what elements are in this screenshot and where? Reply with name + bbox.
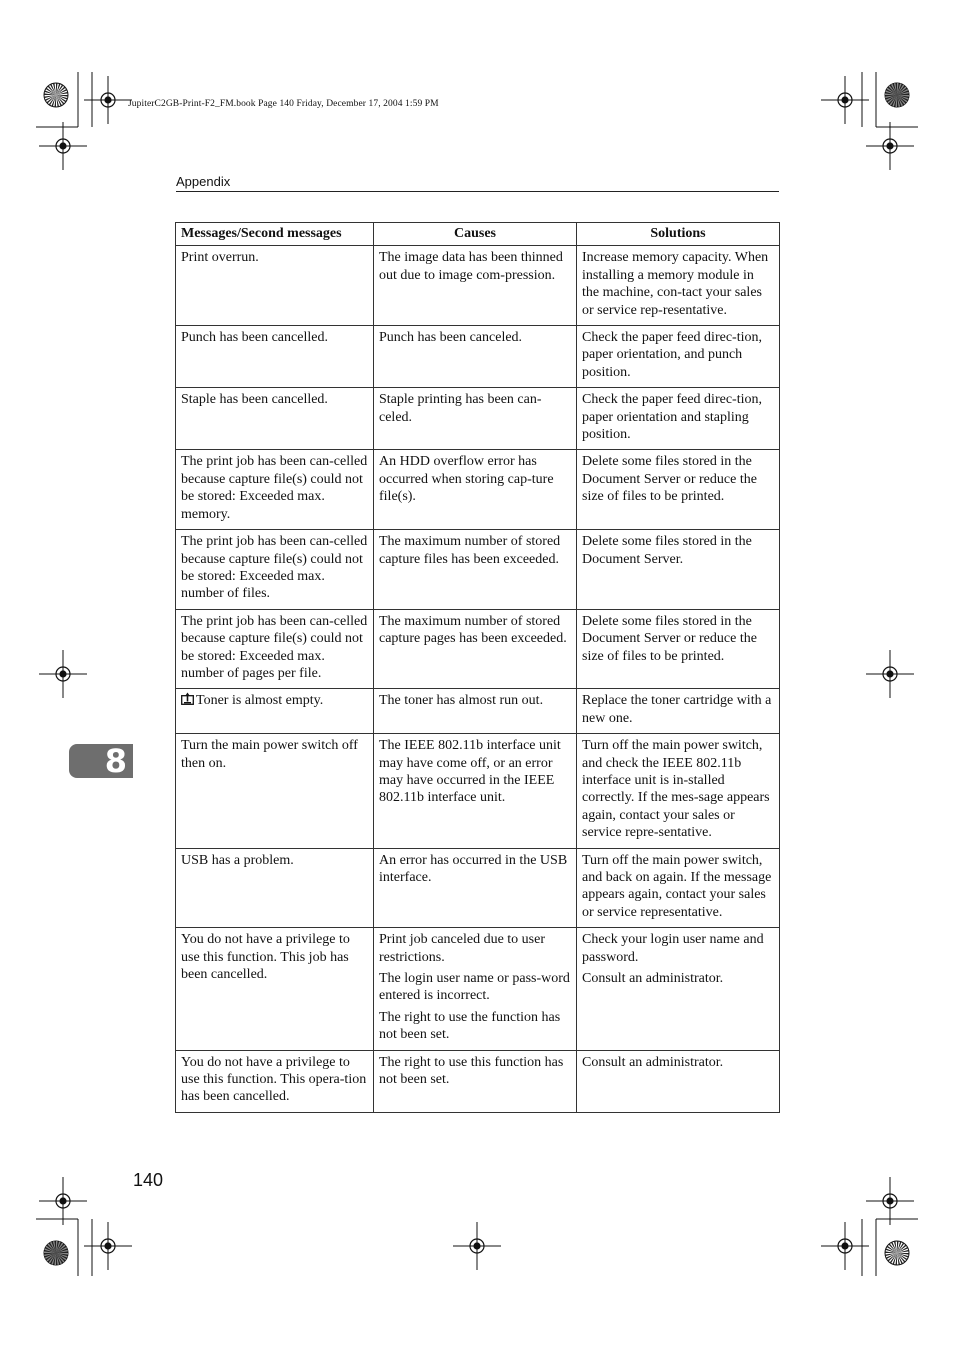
column-header-causes: Causes — [374, 223, 577, 246]
cause-text: An error has occurred in the USB interface. — [379, 852, 568, 885]
solution-cell — [577, 388, 780, 450]
message-text: The print job has been can-celled because capture file(s) could not be stored: Exceeded max. number of files. — [181, 534, 368, 602]
registration-mark — [39, 122, 87, 170]
message-text: Print overrun. — [181, 250, 259, 266]
column-header-solutions: Solutions — [577, 223, 780, 246]
cause-text: Staple printing has been can-celed. — [379, 392, 542, 425]
cause-cell — [374, 530, 577, 610]
registration-mark — [866, 122, 914, 170]
message-text: USB has a problem. — [181, 852, 294, 868]
cause-text: The IEEE 802.11b interface unit may have come off, or an error may have occurred in the IEEE 802.11b interface unit. — [379, 738, 561, 806]
table-row — [176, 609, 780, 689]
solution-text: Turn off the main power switch, and check the IEEE 802.11b interface unit is in-stalled correctly. If the mes-sage appears again, contact your sales or service repre-sentative. — [582, 738, 770, 841]
solution-text: Delete some files stored in the Document Server or reduce the size of files to be printed. — [582, 613, 757, 664]
registration-mark — [84, 76, 132, 124]
message-text: Turn the main power switch off then on. — [181, 738, 358, 771]
table-row — [176, 530, 780, 610]
solution-text: Consult an administrator. — [582, 971, 724, 987]
table-row — [176, 450, 780, 530]
message-text: You do not have a privilege to use this function. This job has been cancelled. — [181, 932, 350, 983]
color-target-mark — [44, 1241, 68, 1265]
registration-mark — [866, 1177, 914, 1225]
solution-text: Delete some files stored in the Document Server. — [582, 534, 752, 567]
solution-cell — [577, 1050, 780, 1112]
cause-cell — [374, 388, 577, 450]
solution-text: Check the paper feed direc-tion, paper orientation and stapling position. — [582, 392, 762, 443]
registration-mark — [39, 1177, 87, 1225]
message-cell — [176, 450, 374, 530]
message-text: You do not have a privilege to use this function. This opera-tion has been cancelled. — [181, 1054, 367, 1105]
table-row — [176, 1050, 780, 1112]
solution-text: Check the paper feed direc-tion, paper orientation, and punch position. — [582, 330, 762, 380]
table-header-row — [176, 223, 780, 246]
solution-cell — [577, 246, 780, 326]
registration-mark — [39, 650, 87, 698]
table-row — [176, 928, 780, 1050]
cause-cell — [374, 1050, 577, 1112]
page-number: 140 — [133, 1170, 164, 1190]
chapter-tab — [69, 744, 133, 778]
cause-text: The maximum number of stored capture pages has been exceeded. — [379, 613, 567, 647]
solution-text: Check your login user name and password. — [582, 932, 764, 965]
cause-text: The image data has been thinned out due to image com-pression. — [379, 250, 563, 283]
solution-cell — [577, 928, 780, 1050]
cause-text: The right to use the function has not been set. — [379, 1009, 561, 1043]
cause-cell — [374, 689, 577, 734]
message-cell — [176, 1050, 374, 1112]
cause-cell — [374, 450, 577, 530]
cause-cell — [374, 928, 577, 1050]
color-target-mark — [885, 83, 909, 107]
solution-text: Turn off the main power switch, and back on again. If the message appears again, contact your sales or service representative. — [582, 852, 772, 920]
solution-cell — [577, 326, 780, 388]
solution-cell — [577, 450, 780, 530]
message-cell — [176, 848, 374, 928]
cause-text: The right to use this function has not been set. — [379, 1054, 564, 1088]
cause-text: The maximum number of stored capture files has been exceeded. — [379, 534, 561, 567]
table-row — [176, 388, 780, 450]
solution-cell — [577, 609, 780, 689]
message-text: The print job has been can-celled because capture file(s) could not be stored: Exceeded max. number of pages per file. — [181, 613, 368, 681]
message-text: Staple has been cancelled. — [181, 392, 328, 408]
table-row — [176, 848, 780, 928]
table-row — [176, 246, 780, 326]
chapter-number: 8 — [104, 742, 127, 780]
cause-cell — [374, 734, 577, 848]
message-text: Punch has been cancelled. — [181, 330, 328, 346]
cause-text: The toner has almost run out. — [379, 693, 544, 709]
solution-text: Increase memory capacity. When installing a memory module in the machine, con-tact your sales or service rep-resentative. — [582, 250, 769, 318]
message-cell — [176, 734, 374, 848]
message-text: The print job has been can-celled because capture file(s) could not be stored: Exceeded max. memory. — [181, 454, 368, 522]
color-target-mark — [44, 83, 68, 107]
solution-text: Delete some files stored in the Document Server or reduce the size of files to be printed. — [582, 454, 757, 505]
cause-text: Print job canceled due to user restrictions. — [379, 932, 546, 965]
cause-text: The login user name or pass-word entered is incorrect. — [379, 971, 570, 1004]
registration-mark — [453, 1222, 501, 1270]
message-text: Toner is almost empty. — [196, 693, 324, 709]
cause-text: An HDD overflow error has occurred when storing cap-ture file(s). — [379, 454, 554, 505]
message-cell — [176, 388, 374, 450]
column-header-messages: Messages/Second messages — [176, 223, 374, 246]
color-target-mark — [885, 1241, 909, 1265]
solution-cell — [577, 848, 780, 928]
cause-cell — [374, 609, 577, 689]
toner-icon — [181, 692, 194, 705]
cause-cell — [374, 848, 577, 928]
cause-text: Punch has been canceled. — [379, 330, 523, 346]
solution-text: Consult an administrator. — [582, 1054, 724, 1070]
section-title: Appendix — [176, 174, 231, 189]
message-cell — [176, 530, 374, 610]
solution-cell — [577, 734, 780, 848]
solution-cell — [577, 530, 780, 610]
message-cell — [176, 246, 374, 326]
message-cell — [176, 689, 374, 734]
message-cell — [176, 609, 374, 689]
solution-text: Replace the toner cartridge with a new one. — [582, 693, 772, 726]
cause-cell — [374, 326, 577, 388]
table-body — [176, 246, 780, 1112]
table-row — [176, 326, 780, 388]
header-divider — [176, 191, 779, 192]
book-file-header: JupiterC2GB-Print-F2_FM.book Page 140 Friday, December 17, 2004 1:59 PM — [128, 99, 439, 109]
cause-cell — [374, 246, 577, 326]
message-cell — [176, 928, 374, 1050]
table-row — [176, 734, 780, 848]
error-message-table — [175, 222, 780, 1113]
table-row — [176, 689, 780, 734]
solution-cell — [577, 689, 780, 734]
registration-mark — [84, 1222, 132, 1270]
message-cell — [176, 326, 374, 388]
registration-mark — [866, 650, 914, 698]
